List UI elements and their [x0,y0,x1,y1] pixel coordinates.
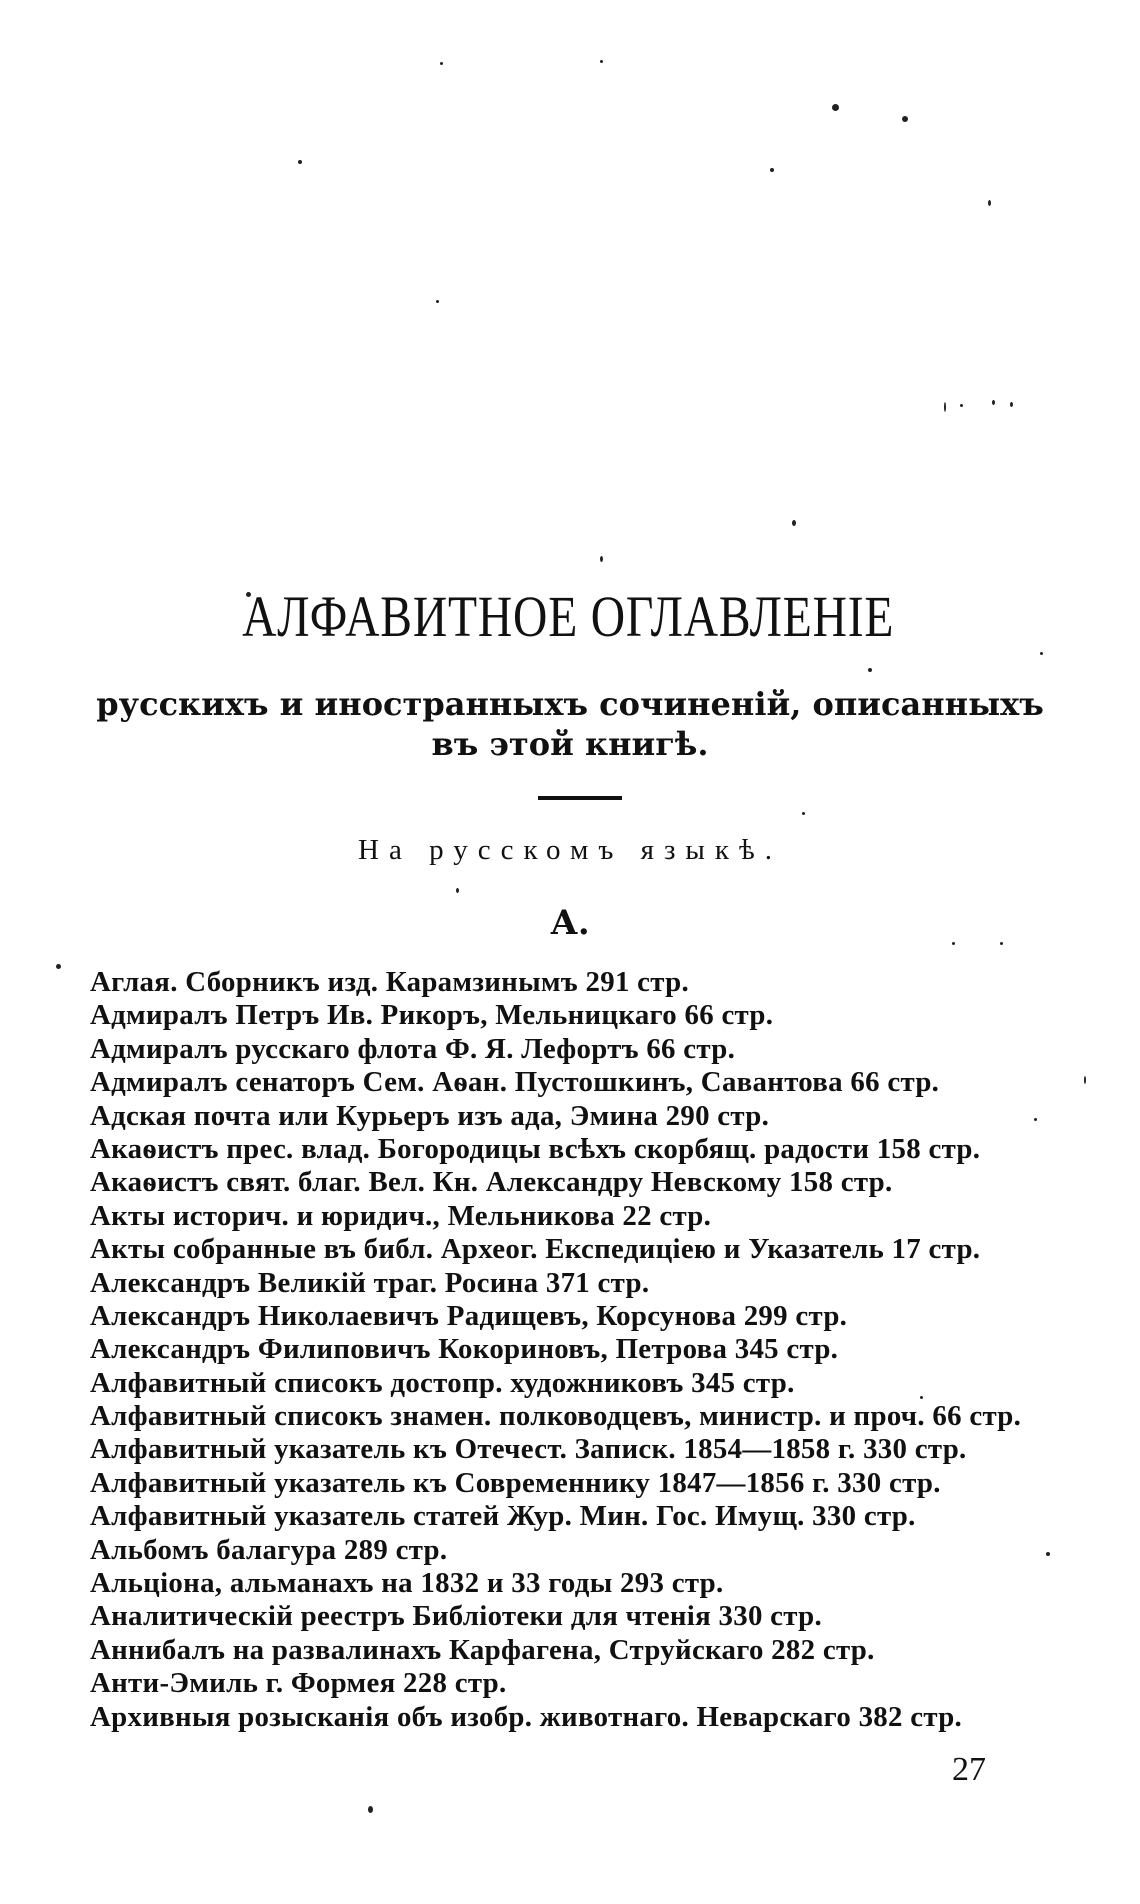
index-entry: Альбомъ балагура 289 стр. [90,1533,448,1566]
scan-speck [944,402,946,412]
scan-speck [988,200,991,206]
index-entry: Аналитическій реестръ Библіотеки для чтенія 330 стр. [90,1600,822,1633]
index-entry: Адская почта или Курьеръ изъ ада, Эмина 290 стр. [90,1099,770,1132]
scan-speck [1084,1076,1086,1084]
scan-speck [436,300,439,303]
index-entry: Алфавитный указатель къ Отечест. Записк. 1854—1858 г. 330 стр. [90,1433,967,1466]
scan-speck [440,62,443,65]
index-entry: Альціона, альманахъ на 1832 и 33 годы 293 стр. [90,1567,724,1600]
index-entry: Адмиралъ сенаторъ Сем. Аѳан. Пустошкинъ, Савантова 66 стр. [90,1066,940,1099]
index-entry: Аглая. Сборникъ изд. Карамзинымъ 291 стр. [90,966,689,998]
subtitle-line-2: въ этой книгѣ. [431,725,709,763]
page-title: АЛФАВИТНОЕ ОГЛАВЛЕНІЕ [242,584,895,649]
scan-speck [456,888,459,893]
scan-speck [952,942,955,945]
page-number: 27 [952,1751,986,1788]
index-entry: Анти-Эмиль г. Формея 228 стр. [90,1667,507,1700]
index-entry-list [90,966,1070,1734]
scan-speck [868,668,872,672]
index-entry: Акты историч. и юридич., Мельникова 22 стр. [90,1199,712,1232]
scan-speck [770,168,774,172]
index-entry: Адмиралъ русскаго флота Ф. Я. Лефортъ 66 стр. [90,1032,736,1065]
section-heading: На русскомъ языкѣ. [358,834,782,866]
index-entry: Акаѳистъ прес. влад. Богородицы всѣхъ скорбящ. радости 158 стр. [90,1132,981,1165]
scan-speck [600,556,603,562]
scan-speck [960,404,963,407]
scan-speck [902,116,908,122]
scan-speck [368,1806,373,1813]
index-entry: Александръ Филиповичъ Кокориновъ, Петрова 345 стр. [90,1333,839,1366]
subtitle-line-1: русскихъ и иностранныхъ сочиненій, описанныхъ [96,685,1044,723]
scan-speck [1000,942,1003,945]
index-entry: Александръ Николаевичъ Радищевъ, Корсунова 299 стр. [90,1299,848,1332]
scan-speck [1010,402,1013,407]
scan-speck [802,812,805,815]
index-entry: Акаѳистъ свят. благ. Вел. Кн. Александру Невскому 158 стр. [90,1166,893,1199]
scan-speck [1040,652,1043,655]
index-entry: Александръ Великій траг. Росина 371 стр. [90,1266,650,1299]
index-entry: Алфавитный указатель статей Жур. Мин. Гос. Имущ. 330 стр. [90,1500,916,1533]
index-entry: Адмиралъ Петръ Ив. Рикоръ, Мельницкаго 66 стр. [90,999,774,1032]
scan-speck [298,160,302,164]
index-entry: Алфавитный списокъ достопр. художниковъ 345 стр. [90,1366,795,1399]
scan-speck [792,520,796,526]
index-entry: Аннибалъ на развалинахъ Карфагена, Струйскаго 282 стр. [90,1633,875,1666]
scan-speck [832,104,839,111]
index-entry: Акты собранные въ библ. Археог. Експедиціею и Указатель 17 стр. [90,1233,981,1266]
divider-rule [538,796,622,800]
scan-speck [56,964,61,969]
scan-speck [600,60,603,63]
index-entry: Алфавитный списокъ знамен. полководцевъ, министр. и проч. 66 стр. [90,1400,1022,1433]
index-entry: Алфавитный указатель къ Современнику 1847—1856 г. 330 стр. [90,1466,941,1499]
index-entry: Архивныя розысканія объ изобр. животнаго. Неварскаго 382 стр. [90,1700,963,1733]
letter-heading: А. [550,903,590,943]
scan-speck [992,400,995,405]
